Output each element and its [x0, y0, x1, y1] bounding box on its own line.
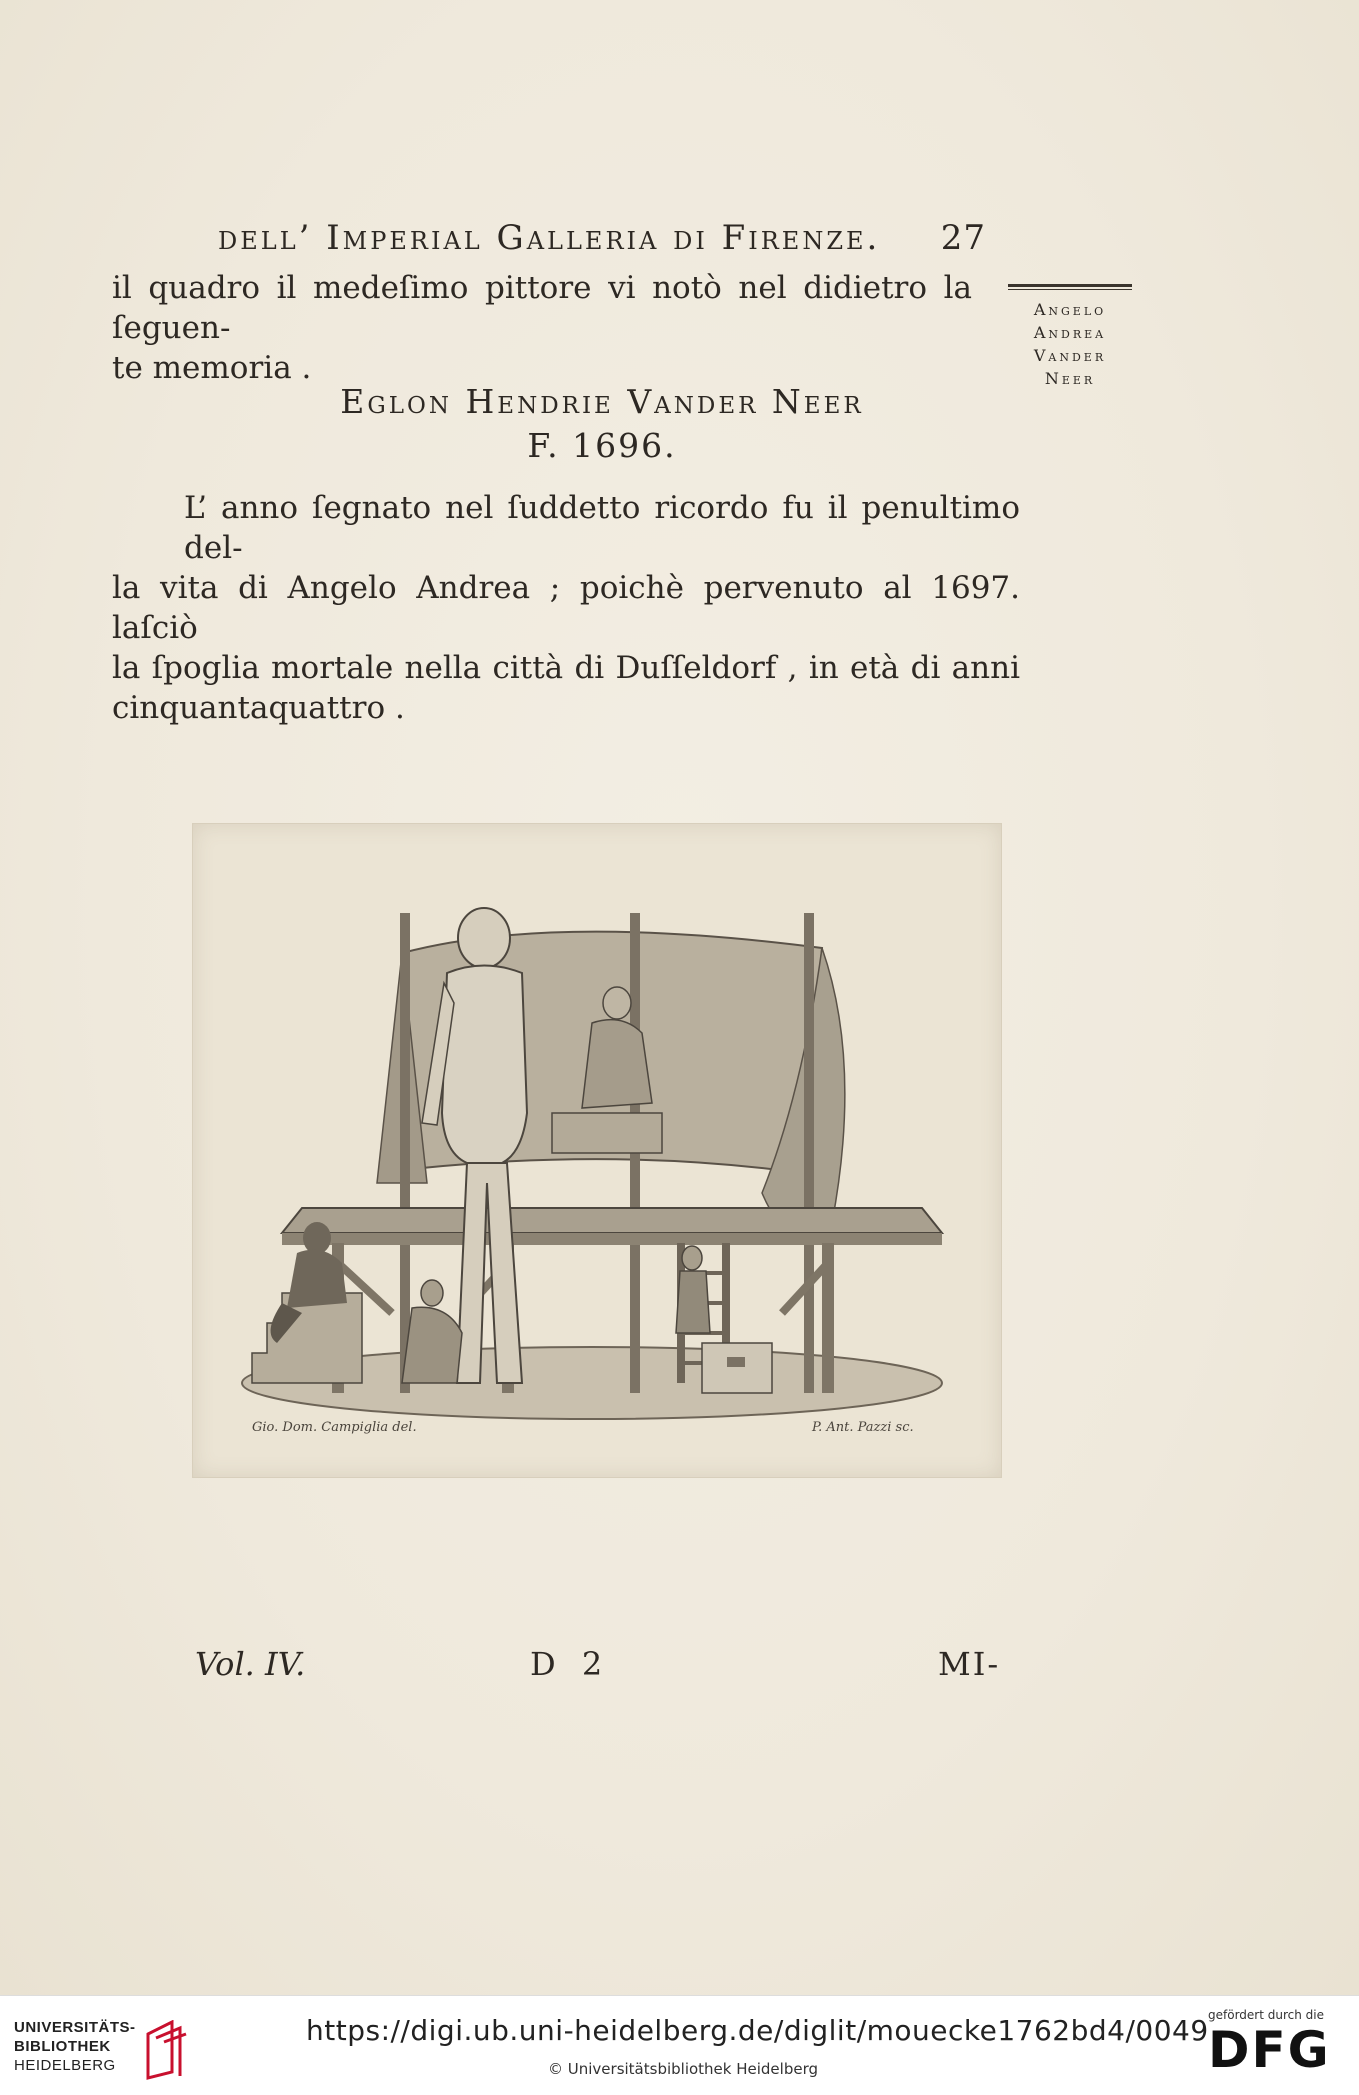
paragraph-2: [112, 488, 1020, 728]
marginal-word: Andrea: [1033, 323, 1107, 342]
copyright-notice: © Universitätsbibliothek Heidelberg: [548, 2060, 819, 2078]
viewer-footer-bar: [0, 1995, 1359, 2095]
logo-line: UNIVERSITÄTS-: [14, 2019, 136, 2036]
dfg-wordmark: DFG: [1208, 2021, 1331, 2079]
paragraph-1: [112, 268, 972, 388]
text-line: la ſpoglia mortale nella città di Duſſeldorf , in età di anni: [112, 650, 1020, 686]
engraving-caption-left: Gio. Dom. Campiglia del.: [252, 1420, 417, 1435]
permalink-url[interactable]: https://digi.ub.uni-heidelberg.de/diglit/mouecke1762bd4/0049: [306, 2014, 1209, 2047]
marginal-rule: [1008, 284, 1132, 287]
inscription-name: Eglon Hendrie Vander Neer: [340, 382, 864, 421]
inscription-date: F. 1696.: [527, 426, 677, 465]
funding-note: gefördert durch die: [1208, 2008, 1324, 2022]
library-emblem-icon: [142, 2020, 190, 2080]
library-logo[interactable]: [14, 2018, 204, 2082]
text-line: la vita di Angelo Andrea ; poichè pervenuto al 1697. laſciò: [112, 570, 1020, 646]
engraving-illustration: [222, 863, 972, 1423]
catchword: MI-: [938, 1645, 1001, 1683]
text-line: L’ anno ſegnato nel ſuddetto ricordo fu il penultimo del-: [184, 490, 1020, 566]
library-logo-text: [14, 2018, 136, 2075]
page-number: 27: [940, 218, 986, 258]
logo-line: BIBLIOTHEK: [14, 2038, 111, 2055]
logo-line: HEIDELBERG: [14, 2057, 116, 2074]
marginal-word: Angelo: [1033, 300, 1107, 319]
running-title: dell’ Imperial Galleria di Firenze.: [218, 218, 881, 258]
marginal-word: Vander: [1033, 346, 1107, 365]
engraving-plate: [192, 823, 1002, 1478]
running-header: [218, 218, 986, 258]
dfg-logo[interactable]: [1208, 2008, 1348, 2078]
marginal-note: [1000, 280, 1140, 390]
text-line: cinquantaquattro .: [112, 690, 405, 726]
inscription: [218, 380, 986, 468]
volume-label: Vol. IV.: [195, 1645, 306, 1683]
text-line: te memoria .: [112, 350, 312, 386]
marginal-word: Neer: [1044, 369, 1096, 388]
engraving-caption-right: P. Ant. Pazzi sc.: [812, 1420, 914, 1435]
signature-mark: D 2: [530, 1645, 611, 1683]
text-line: il quadro il medeſimo pittore vi notò nel didietro la ſeguen-: [112, 270, 972, 346]
marginal-rule: [1008, 289, 1132, 290]
